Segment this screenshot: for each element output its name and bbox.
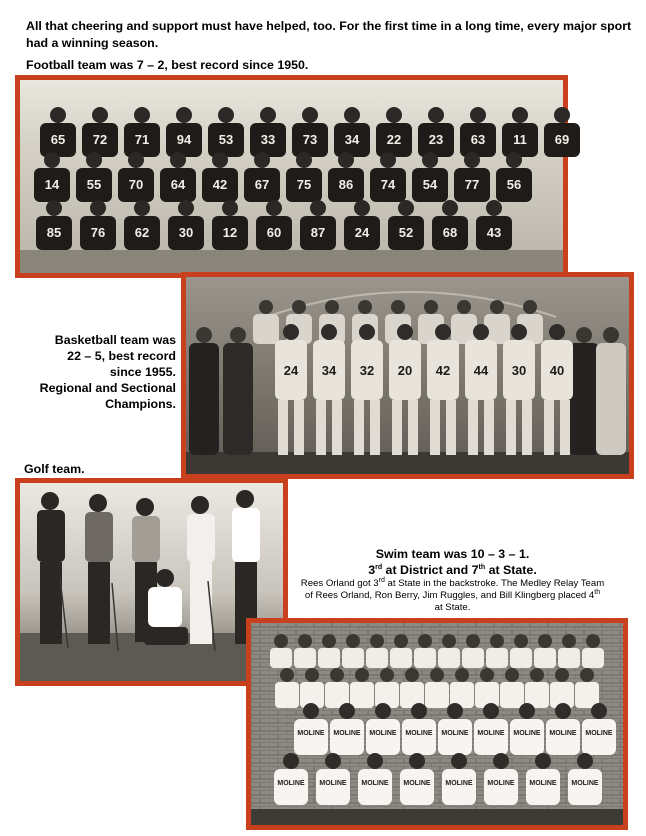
jersey-number: 77 [464, 177, 480, 192]
jersey-number: 56 [506, 177, 522, 192]
superscript: rd [375, 563, 383, 571]
jersey-number: 52 [398, 225, 414, 240]
jersey-number: 65 [50, 132, 66, 147]
basketball-caption [26, 332, 176, 412]
jersey-number: 76 [90, 225, 106, 240]
jersey-number: 67 [254, 177, 270, 192]
jersey-number: 72 [92, 132, 108, 147]
sweater-text: MOLINE [585, 730, 613, 737]
jersey-number: 32 [359, 363, 375, 378]
basketball-caption-line: Regional and Sectional [39, 381, 176, 395]
golf-caption: Golf team. [24, 462, 85, 476]
jersey-number: 43 [486, 225, 502, 240]
sweater-text: MOLINE [403, 780, 431, 787]
swim-heading-line1: Swim team was 10 – 3 – 1. [375, 547, 530, 561]
sweater-text: MOLINE [405, 730, 433, 737]
sweater-text: MOLINE [297, 730, 325, 737]
jersey-number: 22 [386, 132, 402, 147]
text-part: 3 [368, 563, 376, 577]
jersey-number: 11 [513, 132, 527, 147]
jersey-number: 85 [46, 225, 62, 240]
football-team-photo [15, 75, 568, 278]
basketball-team-photo [181, 272, 634, 479]
jersey-number: 74 [380, 177, 396, 192]
sweater-text: MOLINE [445, 780, 473, 787]
text-part: at State. [434, 602, 471, 613]
jersey-number: 63 [470, 132, 486, 147]
jersey-number: 70 [128, 177, 144, 192]
sweater-text: MOLINE [513, 730, 541, 737]
superscript: th [594, 588, 601, 596]
intro-text: All that cheering and support must have helped, too. For the first time in a long time, every major sport had a winning season. [26, 19, 632, 50]
jersey-number: 75 [296, 177, 312, 192]
sweater-text: MOLINE [369, 730, 397, 737]
jersey-number: 64 [170, 177, 186, 192]
jersey-number: 23 [428, 132, 444, 147]
swim-note [300, 578, 605, 614]
jersey-number: 73 [302, 132, 318, 147]
swim-heading-line2 [300, 562, 605, 578]
jersey-number: 69 [554, 132, 570, 147]
jersey-number: 12 [222, 225, 238, 240]
basketball-caption-line: since 1955. [109, 365, 176, 379]
sweater-text: MOLINE [487, 780, 515, 787]
sweater-text: MOLINE [319, 780, 347, 787]
jersey-number: 55 [86, 177, 102, 192]
basketball-caption-line: 22 – 5, best record [67, 349, 176, 363]
jersey-number: 42 [435, 363, 451, 378]
jersey-number: 94 [176, 132, 192, 147]
jersey-number: 34 [321, 363, 337, 378]
text-part: at District and 7 [382, 563, 479, 577]
sweater-text: MOLINE [571, 780, 599, 787]
sweater-text: MOLINE [529, 780, 557, 787]
swim-heading [300, 546, 605, 578]
text-part: at State in the backstroke. The Medley Relay Team of Rees Orland, Ron Berry, Jim Ruggles, and Bill Klingberg placed 4 [304, 578, 605, 601]
jersey-number: 87 [310, 225, 326, 240]
jersey-number: 71 [134, 132, 150, 147]
sweater-text: MOLINE [477, 730, 505, 737]
jersey-number: 24 [354, 225, 370, 240]
jersey-number: 68 [442, 225, 458, 240]
jersey-number: 54 [422, 177, 438, 192]
jersey-number: 53 [218, 132, 234, 147]
basketball-caption-line: Basketball team was [54, 333, 176, 347]
jersey-number: 44 [473, 363, 489, 378]
basketball-caption-line: Champions. [105, 397, 176, 411]
text-part: at State. [485, 563, 537, 577]
sweater-text: MOLINE [277, 780, 305, 787]
jersey-number: 33 [260, 132, 276, 147]
football-caption: Football team was 7 – 2, best record since 1950. [26, 58, 309, 72]
jersey-number: 34 [344, 132, 360, 147]
sweater-text: MOLINE [549, 730, 577, 737]
jersey-number: 30 [178, 225, 194, 240]
superscript: rd [378, 576, 385, 584]
jersey-number: 30 [511, 363, 527, 378]
superscript: th [478, 563, 486, 571]
sweater-text: MOLINE [333, 730, 361, 737]
jersey-number: 62 [134, 225, 150, 240]
jersey-number: 24 [283, 363, 299, 378]
jersey-number: 40 [549, 363, 565, 378]
jersey-number: 60 [266, 225, 282, 240]
text-part: Rees Orland got 3 [300, 578, 379, 589]
jersey-number: 20 [397, 363, 413, 378]
sweater-text: MOLINE [361, 780, 389, 787]
jersey-number: 86 [338, 177, 354, 192]
jersey-number: 42 [212, 177, 228, 192]
sweater-text: MOLINE [441, 730, 469, 737]
jersey-number: 14 [44, 177, 60, 192]
swim-team-photo [246, 618, 628, 830]
